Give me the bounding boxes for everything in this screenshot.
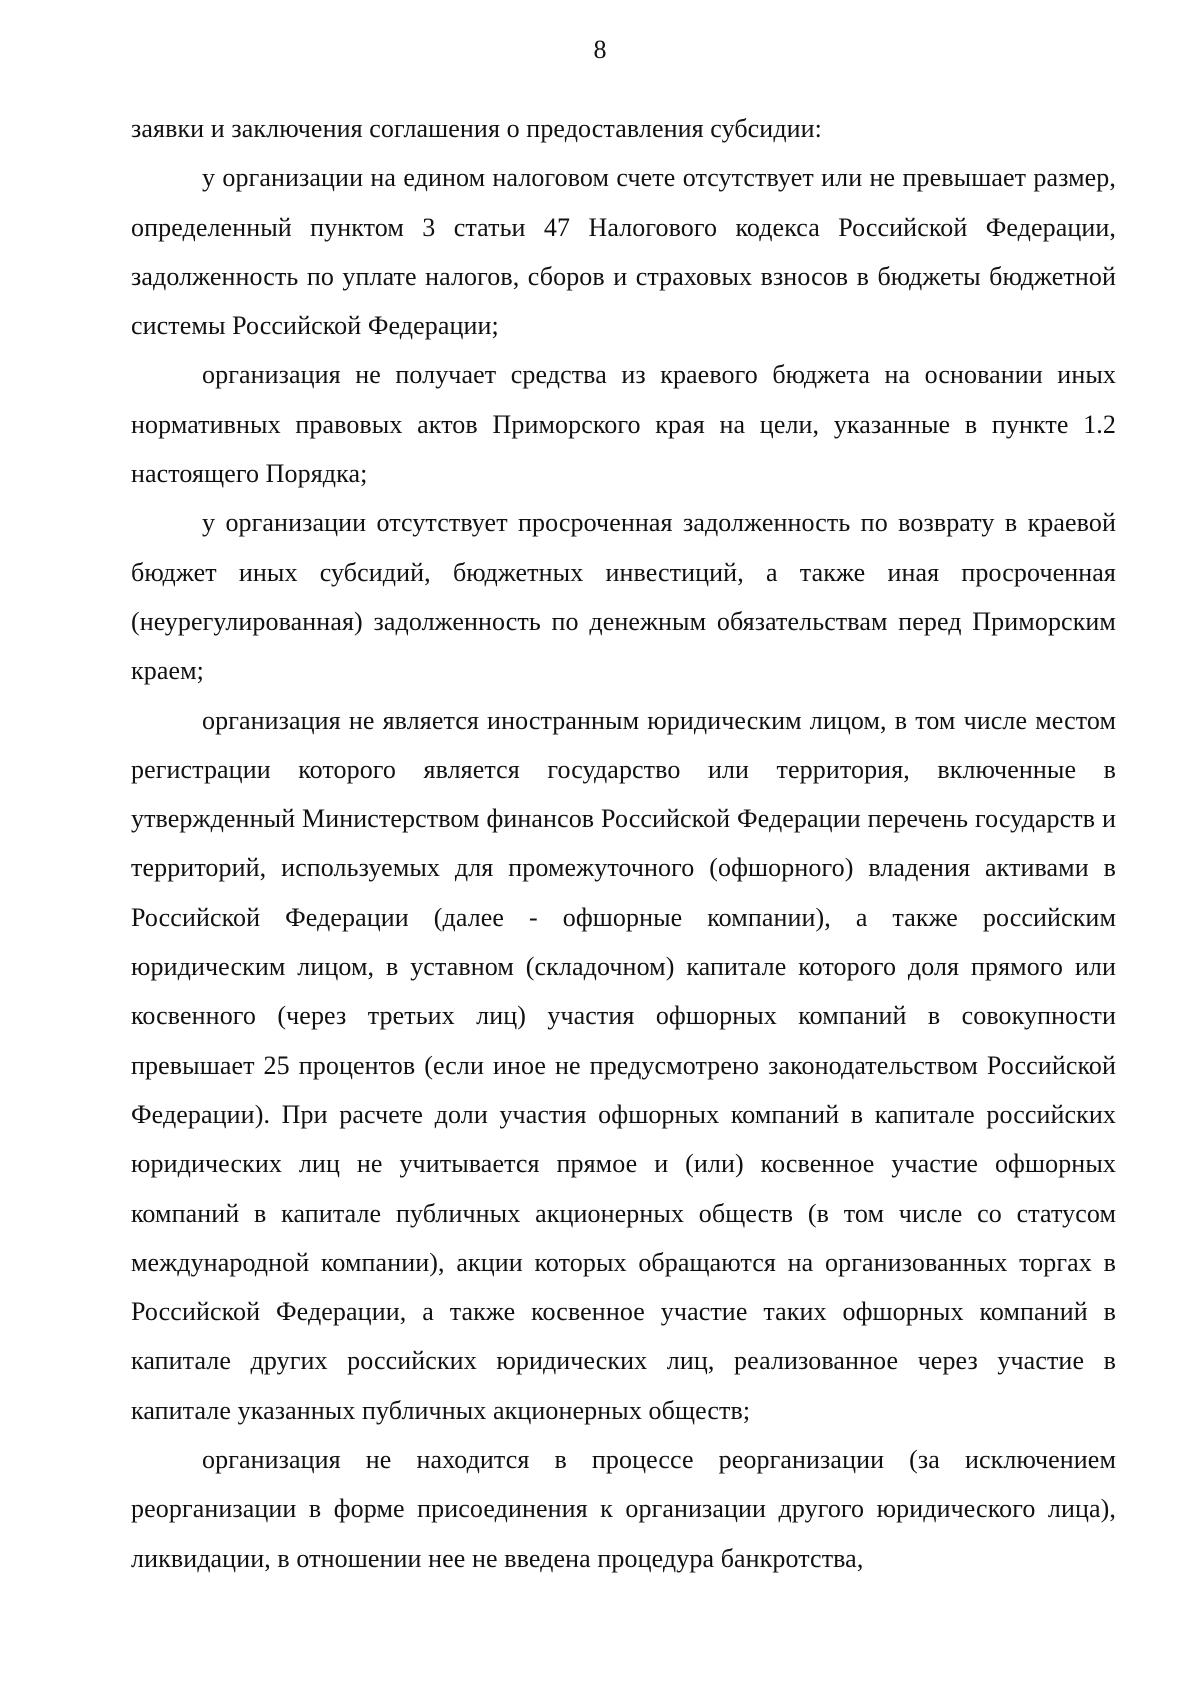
paragraph-overdue-debt: у организации отсутствует просроченная задолженность по возврату в краевой бюджет иных субсидий, бюджетных инвестиций, а также иная просроченная (неурегулированная) задолженность по денежным обязательствам перед Приморским краем; <box>131 508 1116 686</box>
document-body <box>131 104 1116 1583</box>
paragraph-regional-budget-funds: организация не получает средства из краевого бюджета на основании иных нормативных правовых актов Приморского края на цели, указанные в пункте 1.2 настоящего Порядка; <box>131 360 1116 489</box>
paragraph-continuation: заявки и заключения соглашения о предоставления субсидии: <box>131 114 823 143</box>
page-number: 8 <box>593 35 607 64</box>
paragraph-tax-debt: у организации на едином налоговом счете отсутствует или не превышает размер, определенный пунктом 3 статьи 47 Налогового кодекса Российской Федерации, задолженность по уплате налогов, сборов и страховых взносов в бюджеты бюджетной системы Российской Федерации; <box>131 163 1116 341</box>
paragraph-reorganization: организация не находится в процессе реорганизации (за исключением реорганизации в форме присоединения к организации другого юридического лица), ликвидации, в отношении нее не введена процедура банкротства, <box>131 1445 1116 1573</box>
paragraph-offshore-companies: организация не является иностранным юридическим лицом, в том числе местом регистрации которого является государство или территория, включенные в утвержденный Министерством финансов Российской Федерации перечень государств и территорий, используемых для промежуточного (офшорного) владения активами в Российской Федерации (далее - офшорные компании), а также российским юридическим лицом, в уставном (складочном) капитале которого доля прямого или косвенного (через третьих лиц) участия офшорных компаний в совокупности превышает 25 процентов (если иное не предусмотрено законодательством Российской Федерации). При расчете доли участия офшорных компаний в капитале российских юридических лиц не учитывается прямое и (или) косвенное участие офшорных компаний в капитале публичных акционерных обществ (в том числе со статусом международной компании), акции которых обращаются на организованных торгах в Российской Федерации, а также косвенное участие таких офшорных компаний в капитале других российских юридических лиц, реализованное через участие в капитале указанных публичных акционерных обществ; <box>131 705 1116 1425</box>
